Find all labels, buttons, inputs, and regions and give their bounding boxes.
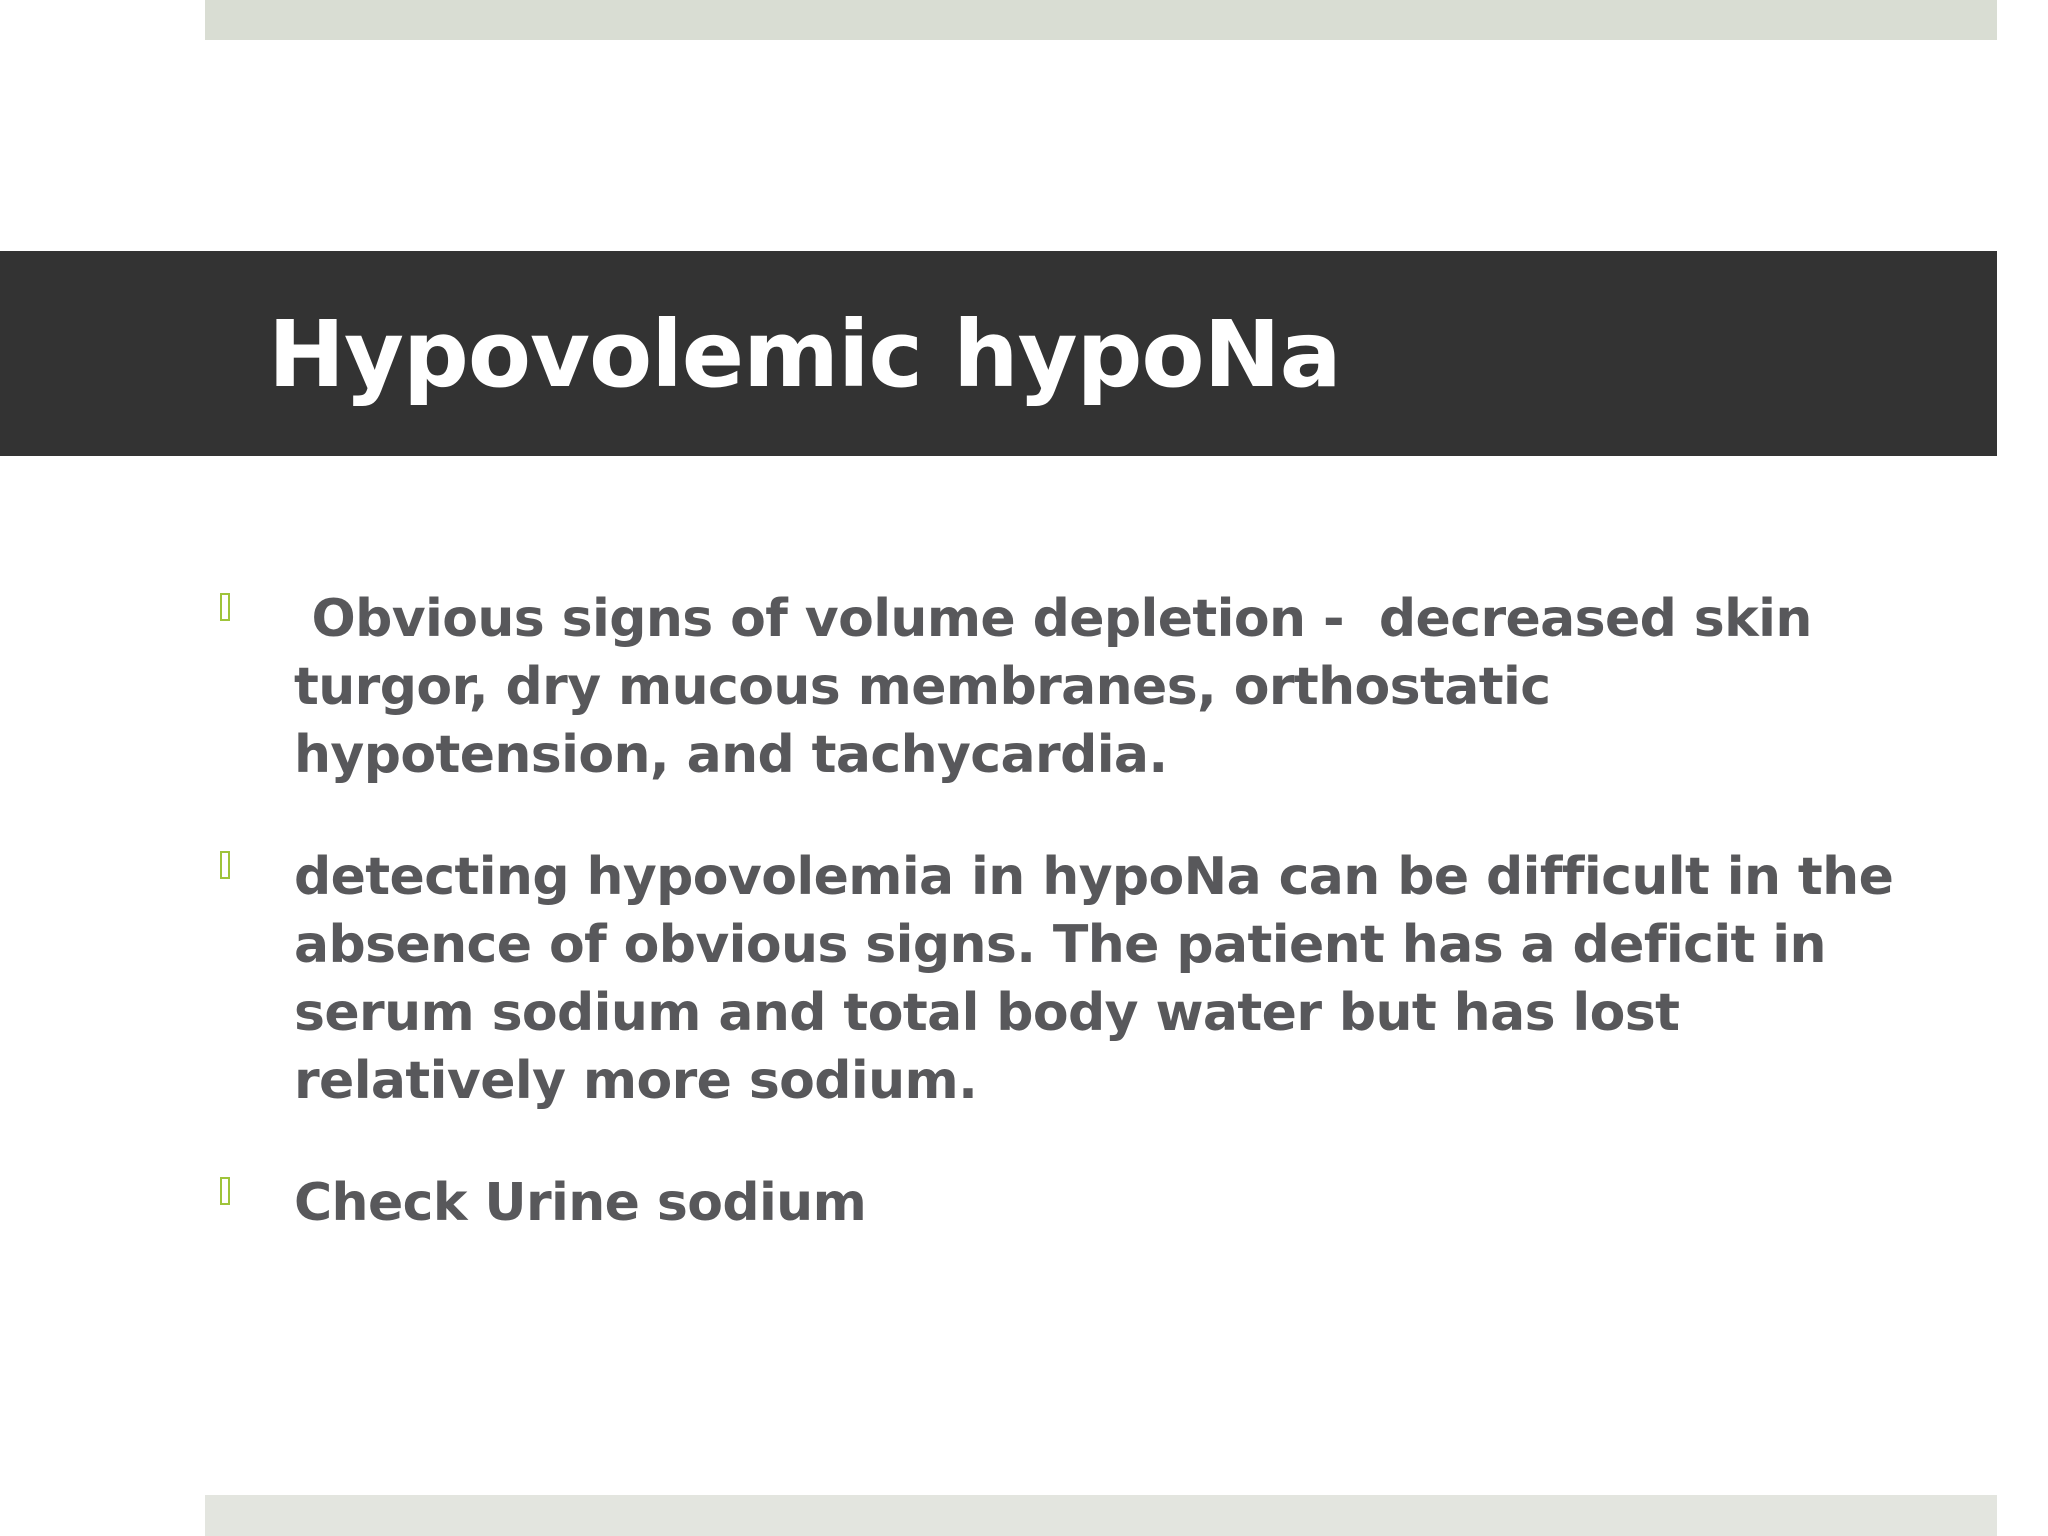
slide-title: Hypovolemic hypoNa (268, 301, 1341, 408)
bullet-text: Obvious signs of volume depletion - decreased skin turgor, dry mucous membranes, orthostatic hypotension, and tachycardia. (294, 589, 1830, 785)
top-decorative-band (205, 0, 1997, 40)
bullet-marker-icon (220, 1177, 230, 1205)
bullet-item (210, 1169, 1900, 1237)
bullet-text: detecting hypovolemia in hypoNa can be difficult in the absence of obvious signs. The patient has a deficit in serum sodium and total body water but has lost relatively more sodium. (294, 847, 1911, 1111)
bullet-item (210, 585, 1900, 789)
bullet-list (210, 585, 1911, 1291)
bullet-marker-icon (220, 851, 230, 879)
bullet-text: Check Urine sodium (294, 1173, 867, 1233)
bullet-marker-icon (220, 593, 230, 621)
bottom-decorative-band (205, 1495, 1997, 1536)
bullet-item (210, 843, 1911, 1115)
